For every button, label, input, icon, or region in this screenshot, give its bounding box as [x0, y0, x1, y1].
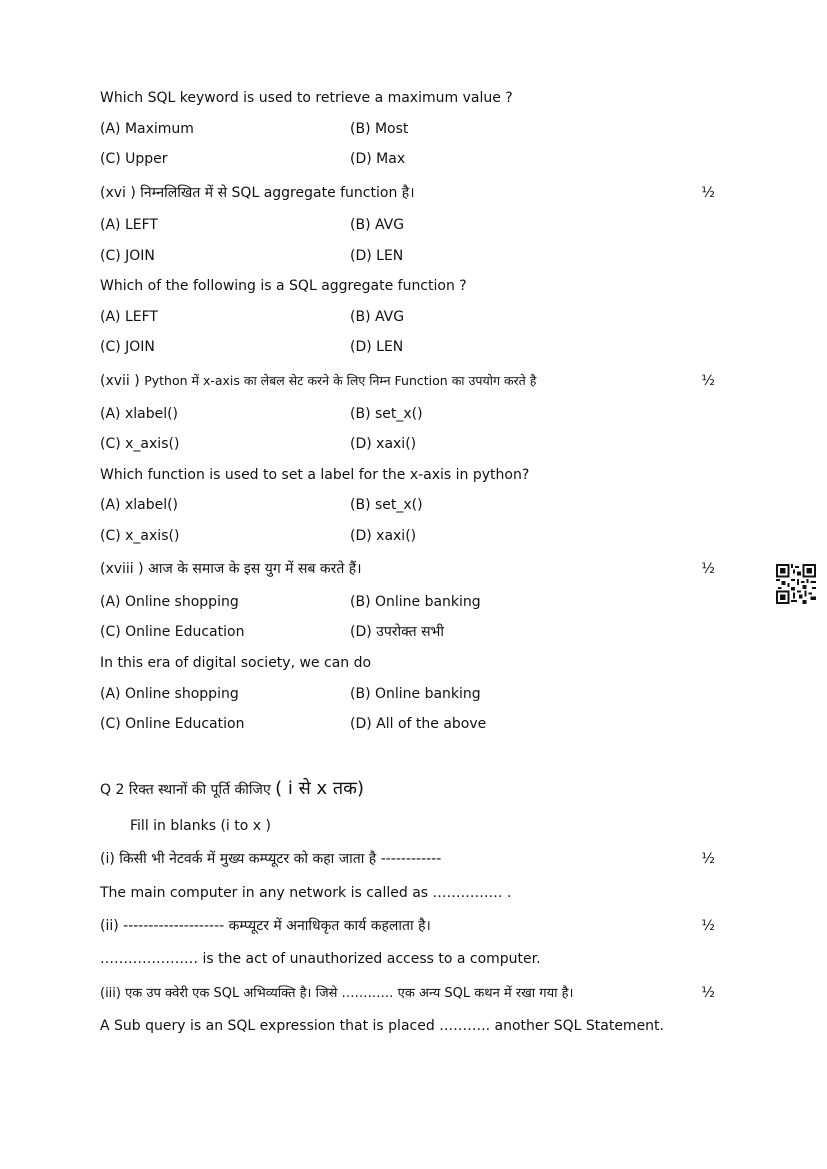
q15-question-en: Which SQL keyword is used to retrieve a maximum value ? [100, 90, 513, 106]
q18-hi-option-b: (B) Online banking [350, 594, 481, 610]
q16-en-option-c: (C) JOIN [100, 339, 155, 355]
q16-mark: ½ [701, 185, 715, 201]
q17-number: (xvii ) [100, 373, 140, 389]
q16-en-option-a: (A) LEFT [100, 309, 158, 325]
q2-range-hi: ( i से x तक) [275, 778, 364, 799]
q16-hi-option-a: (A) LEFT [100, 217, 158, 233]
q16-hi-option-b: (B) AVG [350, 217, 405, 233]
q15-option-c: (C) Upper [100, 151, 168, 167]
q17-options-hi-row-1 [100, 402, 715, 426]
q15-option-b: (B) Most [350, 121, 409, 137]
q16-options-en-row-1 [100, 305, 715, 329]
q16-hi-option-d: (D) LEN [350, 248, 404, 264]
q18-hi-option-d: (D) उपरोक्त सभी [350, 624, 444, 640]
q17-options-en-row-1 [100, 493, 715, 517]
q18-en-option-a: (A) Online shopping [100, 686, 239, 702]
q16-options-hi-row-2 [100, 244, 715, 268]
q17-hi-option-d: (D) xaxi() [350, 436, 417, 452]
q2-item-3-hi: (iii) एक उप क्वेरी एक SQL अभिव्यक्ति है। जिसे ………… एक अन्य SQL कथन में रखा गया है। ½ [100, 981, 715, 1005]
q17-question-hi [100, 369, 715, 393]
q2-item-1-mark: ½ [701, 851, 715, 867]
q17-text-hi: Python में x-axis का लेबल सेट करने के लिए निम्न Function का उपयोग करते है [144, 373, 537, 388]
q18-question-hi [100, 557, 715, 581]
q17-hi-option-b: (B) set_x() [350, 406, 423, 422]
q18-options-hi-row-2 [100, 620, 715, 644]
q16-number: (xvi ) [100, 185, 136, 201]
q17-hi-option-c: (C) x_axis() [100, 436, 180, 452]
q2-item-2-hi: (ii) -------------------- कम्प्यूटर में अनाधिकृत कार्य कहलाता है। ½ [100, 914, 715, 938]
q18-hi-option-c: (C) Online Education [100, 624, 245, 640]
q16-options-hi-row-1 [100, 213, 715, 237]
q17-options-en-row-2 [100, 524, 715, 548]
q16-text-hi: निम्नलिखित में से SQL aggregate function है। [140, 185, 415, 201]
q2-item-2-mark: ½ [701, 918, 715, 934]
q17-en-option-b: (B) set_x() [350, 497, 423, 513]
q2-heading [100, 776, 715, 802]
q15-options-row-1 [100, 117, 715, 141]
q2-title-hi: रिक्त स्थानों की पूर्ति कीजिए [128, 782, 271, 798]
q18-text-hi: आज के समाज के इस युग में सब करते हैं। [148, 561, 362, 577]
q18-options-en-row-2 [100, 712, 715, 736]
q16-question-hi [100, 181, 715, 205]
q18-en-option-c: (C) Online Education [100, 716, 245, 732]
q2-item-1-hi: (i) किसी भी नेटवर्क में मुख्य कम्प्यूटर को कहा जाता है ------------ ½ [100, 847, 715, 871]
q17-mark: ½ [701, 373, 715, 389]
q18-hi-option-a: (A) Online shopping [100, 594, 239, 610]
q18-options-en-row-1 [100, 682, 715, 706]
q2-item-1-en: The main computer in any network is called as …………… . [100, 885, 512, 901]
q15-option-d: (D) Max [350, 151, 406, 167]
q2-title-en: Fill in blanks (i to x ) [130, 818, 271, 834]
q18-number: (xviii ) [100, 561, 144, 577]
q18-en-option-b: (B) Online banking [350, 686, 481, 702]
q17-hi-option-a: (A) xlabel() [100, 406, 179, 422]
q16-hi-option-c: (C) JOIN [100, 248, 155, 264]
q17-options-hi-row-2 [100, 432, 715, 456]
q2-item-2-en: ………………… is the act of unauthorized access to a computer. [100, 951, 541, 967]
q2-item-3-mark: ½ [701, 985, 715, 1001]
q18-en-option-d: (D) All of the above [350, 716, 487, 732]
q17-question-en: Which function is used to set a label for the x-axis in python? [100, 467, 530, 483]
q2-number: Q 2 [100, 782, 125, 798]
q17-en-option-a: (A) xlabel() [100, 497, 179, 513]
q17-en-option-c: (C) x_axis() [100, 528, 180, 544]
qr-code-icon [776, 564, 816, 604]
q15-option-a: (A) Maximum [100, 121, 194, 137]
q18-mark: ½ [701, 561, 715, 577]
q16-options-en-row-2 [100, 335, 715, 359]
q16-en-option-b: (B) AVG [350, 309, 405, 325]
q2-item-3-en: A Sub query is an SQL expression that is placed ……….. another SQL Statement. [100, 1018, 664, 1034]
q17-en-option-d: (D) xaxi() [350, 528, 417, 544]
q15-options-row-2 [100, 147, 715, 171]
q18-question-en: In this era of digital society, we can do [100, 655, 372, 671]
q16-question-en: Which of the following is a SQL aggregate function ? [100, 278, 467, 294]
q18-options-hi-row-1 [100, 590, 715, 614]
q16-en-option-d: (D) LEN [350, 339, 404, 355]
